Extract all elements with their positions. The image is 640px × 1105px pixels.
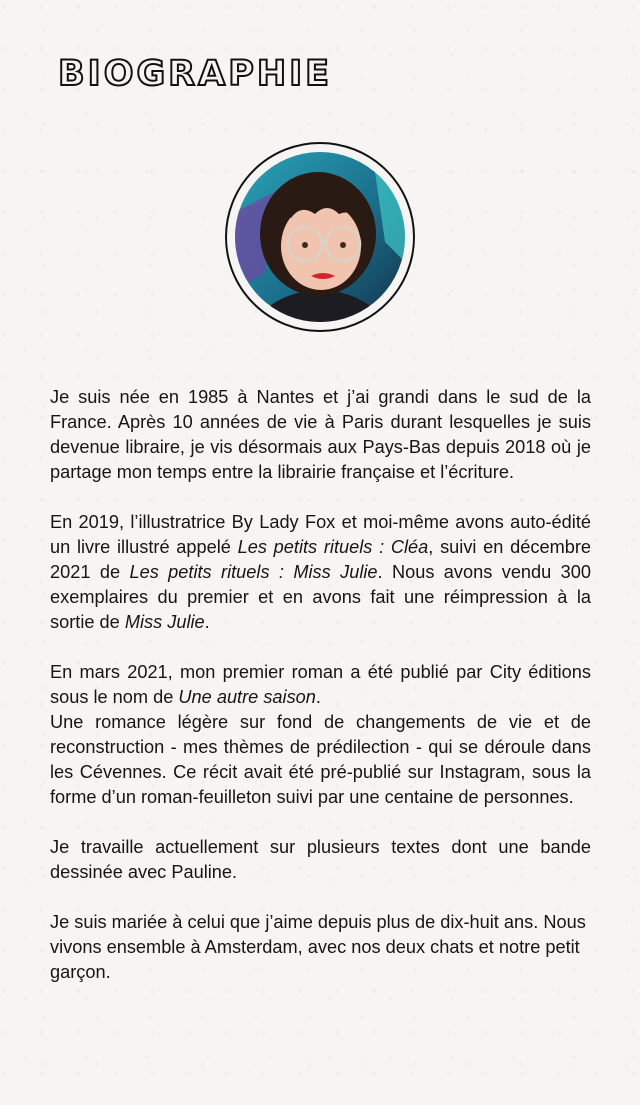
book-title: Les petits rituels : Miss Julie: [129, 562, 378, 582]
biography-text: [50, 385, 591, 1010]
bio-paragraph-family: Je suis mariée à celui que j’aime depuis plus de dix-huit ans. Nous vivons ensemble à Amsterdam, avec nos deux chats et notre petit garçon.: [50, 912, 586, 982]
bio-paragraph-novel-description: Une romance légère sur fond de changements de vie et de reconstruction - mes thèmes de prédilection - qui se déroule dans les Cévennes. Ce récit avait été pré-publié sur Instagram, sous la forme d’un roman-feuilleton suivi par une centaine de personnes.: [50, 712, 591, 807]
bio-paragraph-novel: En mars 2021, mon premier roman a été publié par City éditions sous le nom de Une autre saison.: [50, 662, 591, 707]
book-title: Une autre saison: [178, 687, 316, 707]
bio-paragraph-origins: Je suis née en 1985 à Nantes et j’ai grandi dans le sud de la France. Après 10 années de vie à Paris durant lesquelles je suis devenue libraire, je vis désormais aux Pays-Bas depuis 2018 où je partage mon temps entre la librairie française et l’écriture.: [50, 387, 591, 482]
author-portrait: [225, 142, 415, 332]
book-title: Les petits rituels : Cléa: [237, 537, 429, 557]
book-title: Miss Julie: [124, 612, 205, 632]
bio-paragraph-current-work: Je travaille actuellement sur plusieurs textes dont une bande dessinée avec Pauline.: [50, 837, 591, 882]
page-title: BIOGRAPHIE: [58, 54, 333, 94]
bio-paragraph-illustrated-books: En 2019, l’illustratrice By Lady Fox et moi-même avons auto-édité un livre illustré appelé Les petits rituels : Cléa, suivi en décembre 2021 de Les petits rituels : Miss Julie. Nous avons vendu 300 exemplaires du premier et en avons fait une réimpression à la sortie de Miss Julie.: [50, 512, 592, 632]
portrait-photo-icon: [235, 152, 405, 322]
